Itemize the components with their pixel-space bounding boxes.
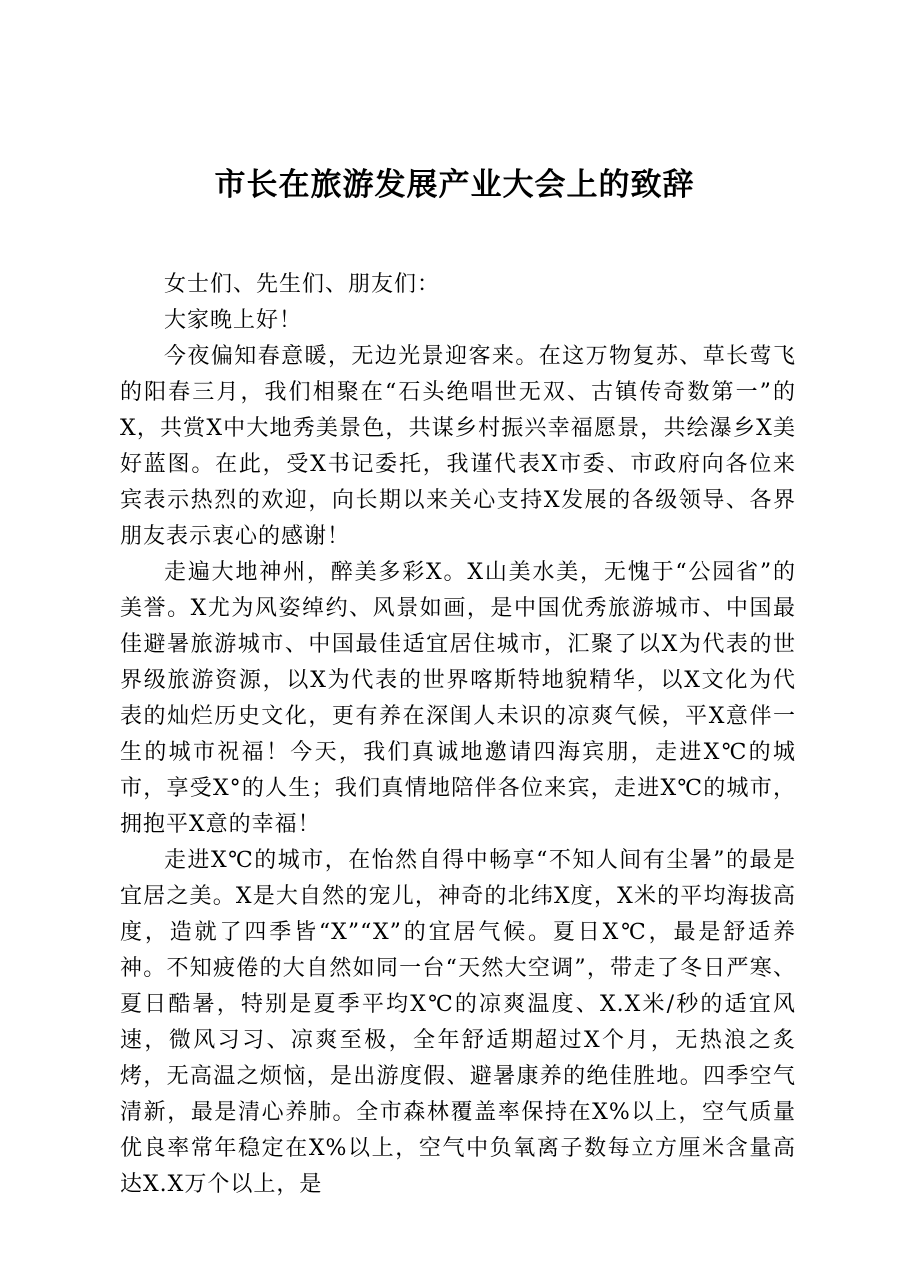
body-paragraph: 今夜偏知春意暖，无边光景迎客来。在这万物复苏、草长莺飞的阳春三月，我们相聚在“石头绝唱世无双、古镇传奇数第一”的X，共赏X中大地秀美景色，共谋乡村振兴幸福愿景，共绘瀑乡X美好蓝图。在此，受X书记委托，我谨代表X市委、市政府向各位来宾表示热烈的欢迎，向长期以来关心支持X发展的各级领导、各界朋友表示衷心的感谢！ <box>120 344 796 549</box>
salutation-paragraph: 女士们、先生们、朋友们： <box>164 272 441 297</box>
greeting-paragraph: 大家晚上好！ <box>164 308 303 333</box>
document-body <box>120 267 796 1203</box>
body-paragraph: 走遍大地神州，醉美多彩X。X山美水美，无愧于“公园省”的美誉。X尤为风姿绰约、风景如画，是中国优秀旅游城市、中国最佳避暑旅游城市、中国最佳适宜居住城市，汇聚了以X为代表的世界级旅游资源，以X为代表的世界喀斯特地貌精华，以X文化为代表的灿烂历史文化，更有养在深闺人未识的凉爽气候，平X意伴一生的城市祝福！今天，我们真诚地邀请四海宾朋，走进X℃的城市，享受X°的人生；我们真情地陪伴各位来宾，走进X℃的城市，拥抱平X意的幸福！ <box>120 560 796 837</box>
document-title: 市长在旅游发展产业大会上的致辞 <box>214 167 695 203</box>
body-paragraph: 走进X℃的城市，在怡然自得中畅享“不知人间有尘暑”的最是宜居之美。X是大自然的宠儿，神奇的北纬X度，X米的平均海拔高度，造就了四季皆“X”“X”的宜居气候。夏日X℃，最是舒适养神。不知疲倦的大自然如同一台“天然大空调”，带走了冬日严寒、夏日酷暑，特别是夏季平均X℃的凉爽温度、X.X米/秒的适宜风速，微风习习、凉爽至极，全年舒适期超过X个月，无热浪之炙烤，无高温之烦恼，是出游度假、避暑康养的绝佳胜地。四季空气清新，最是清心养肺。全市森林覆盖率保持在X%以上，空气质量优良率常年稳定在X%以上，空气中负氧离子数每立方厘米含量高达X.X万个以上，是 <box>120 848 796 1197</box>
